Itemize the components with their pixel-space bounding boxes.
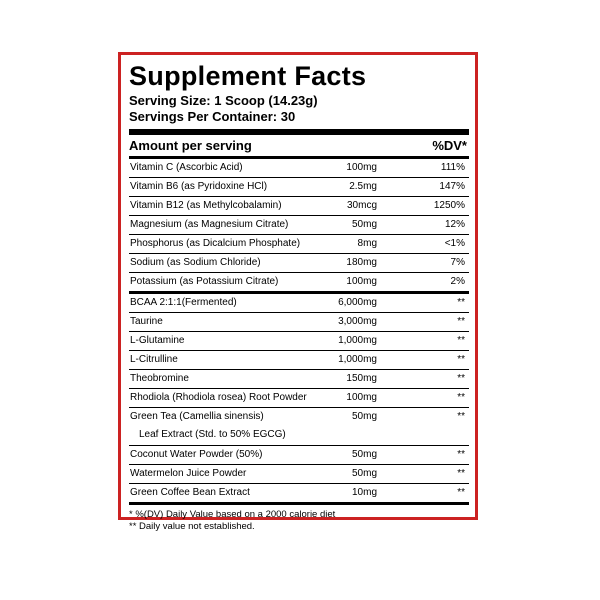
- ingredient-dv: **: [457, 316, 465, 327]
- ingredient-dv: **: [457, 449, 465, 460]
- serving-size: Serving Size: 1 Scoop (14.23g): [129, 93, 318, 108]
- table-row: [129, 197, 469, 216]
- table-row: [129, 351, 469, 370]
- ingredient-name: Theobromine: [130, 373, 189, 384]
- ingredient-name: Vitamin B6 (as Pyridoxine HCl): [130, 181, 268, 192]
- ingredient-amount: 100mg: [346, 392, 377, 403]
- ingredient-name: Watermelon Juice Powder: [130, 468, 247, 479]
- divider-footer: [129, 502, 469, 505]
- ingredient-dv: <1%: [444, 238, 465, 249]
- ingredient-dv: 147%: [439, 181, 465, 192]
- table-row: [129, 313, 469, 332]
- table-row: [129, 332, 469, 351]
- ingredient-amount: 50mg: [351, 411, 377, 422]
- ingredient-amount: 1,000mg: [338, 335, 377, 346]
- ingredient-dv: **: [457, 335, 465, 346]
- ingredient-amount: 3,000mg: [338, 316, 377, 327]
- table-row: [129, 389, 469, 408]
- ingredient-name: Taurine: [130, 316, 163, 327]
- ingredient-dv: 111%: [440, 162, 465, 173]
- table-row: [129, 446, 469, 465]
- header-daily-value: %DV*: [432, 138, 467, 153]
- ingredient-amount: 6,000mg: [338, 297, 377, 308]
- table-row: [129, 235, 469, 254]
- table-row: [129, 465, 469, 484]
- panel-content: [129, 61, 469, 533]
- ingredient-name-continued: Leaf Extract (Std. to 50% EGCG): [139, 429, 286, 440]
- ingredient-amount: 50mg: [351, 449, 377, 460]
- ingredient-amount: 10mg: [351, 487, 377, 498]
- table-row: [129, 254, 469, 273]
- ingredient-amount: 2.5mg: [349, 181, 377, 192]
- table-row: [129, 408, 469, 446]
- ingredient-amount: 50mg: [351, 468, 377, 479]
- supplement-facts-panel: [118, 52, 478, 532]
- ingredient-dv: 1250%: [433, 200, 465, 211]
- footnote-not-established: ** Daily value not established.: [129, 521, 255, 532]
- ingredient-name: Potassium (as Potassium Citrate): [130, 276, 279, 287]
- ingredient-amount: 180mg: [346, 257, 377, 268]
- ingredient-name: L-Glutamine: [130, 335, 185, 346]
- table-row: [129, 159, 469, 178]
- ingredient-dv: **: [457, 354, 465, 365]
- ingredient-amount: 50mg: [351, 219, 377, 230]
- table-row: [129, 216, 469, 235]
- ingredient-name: BCAA 2:1:1(Fermented): [130, 297, 237, 308]
- ingredient-name: Magnesium (as Magnesium Citrate): [130, 219, 289, 230]
- ingredient-name: Phosphorus (as Dicalcium Phosphate): [130, 238, 301, 249]
- ingredient-name: Green Tea (Camellia sinensis): [130, 411, 264, 422]
- table-row: [129, 178, 469, 197]
- ingredient-name: Rhodiola (Rhodiola rosea) Root Powder: [130, 392, 307, 403]
- table-row: [129, 273, 469, 291]
- ingredient-dv: **: [457, 392, 465, 403]
- ingredient-amount: 30mcg: [346, 200, 377, 211]
- table-row: [129, 370, 469, 389]
- ingredient-dv: **: [457, 373, 465, 384]
- ingredient-dv: 7%: [450, 257, 465, 268]
- ingredient-dv: **: [457, 468, 465, 479]
- ingredient-amount: 150mg: [346, 373, 377, 384]
- ingredient-name: Green Coffee Bean Extract: [130, 487, 250, 498]
- servings-per-container: Servings Per Container: 30: [129, 109, 296, 124]
- header-amount-per-serving: Amount per serving: [129, 138, 252, 153]
- ingredient-name: L-Citrulline: [130, 354, 178, 365]
- vitamin-list: [129, 159, 469, 291]
- ingredient-name: Vitamin C (Ascorbic Acid): [130, 162, 243, 173]
- other-ingredient-list: [129, 294, 469, 502]
- panel-title: Supplement Facts: [129, 61, 367, 91]
- ingredient-name: Coconut Water Powder (50%): [130, 449, 263, 460]
- ingredient-name: Vitamin B12 (as Methylcobalamin): [130, 200, 282, 211]
- table-row: [129, 294, 469, 313]
- ingredient-amount: 8mg: [357, 238, 377, 249]
- ingredient-amount: 1,000mg: [338, 354, 377, 365]
- ingredient-dv: 2%: [450, 276, 465, 287]
- ingredient-amount: 100mg: [346, 276, 377, 287]
- ingredient-dv: 12%: [444, 219, 465, 230]
- ingredient-dv: **: [457, 487, 465, 498]
- ingredient-amount: 100mg: [346, 162, 377, 173]
- ingredient-dv: **: [457, 297, 465, 308]
- ingredient-name: Sodium (as Sodium Chloride): [130, 257, 261, 268]
- table-header: [129, 135, 469, 156]
- footnote-daily-value: * %(DV) Daily Value based on a 2000 calorie diet: [129, 509, 336, 520]
- table-row: [129, 484, 469, 502]
- ingredient-dv: **: [457, 411, 465, 422]
